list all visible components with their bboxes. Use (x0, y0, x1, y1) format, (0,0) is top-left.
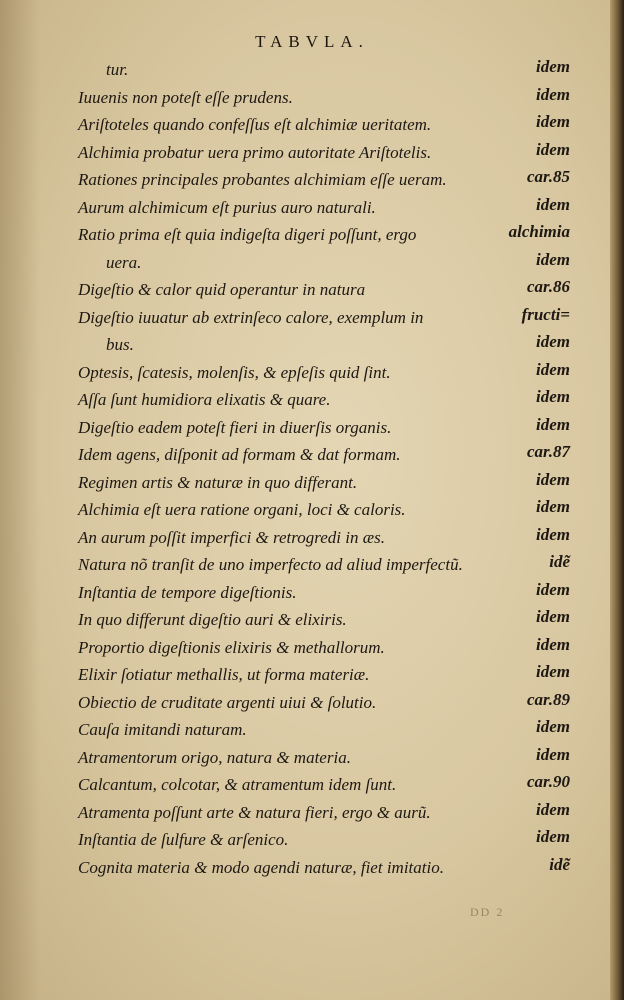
entry-text: Cognita materia & modo agendi naturæ, fiet imitatio. (78, 857, 444, 877)
entry-reference: idem (536, 359, 570, 379)
index-entry (78, 661, 570, 689)
entry-reference: idem (536, 744, 570, 764)
entry-reference: car.86 (527, 277, 570, 296)
entry-reference: idem (536, 799, 570, 819)
index-entry (78, 111, 570, 139)
entry-reference: idem (536, 139, 570, 159)
entry-reference: idẽ (549, 552, 570, 571)
index-entry (78, 496, 570, 524)
gutter-shadow (0, 0, 40, 1000)
entry-reference: car.87 (527, 442, 570, 461)
index-entry (78, 221, 570, 249)
index-entry (78, 826, 570, 854)
entry-text: Cauſa imitandi naturam. (78, 720, 247, 739)
index-entry (78, 634, 570, 662)
index-entry (78, 56, 570, 84)
index-entry (78, 276, 570, 304)
entry-text: Alchimia eſt uera ratione organi, loci & caloris. (78, 500, 406, 519)
entry-text: Iuuenis non poteſt eſſe prudens. (78, 87, 293, 107)
index-entry (78, 799, 570, 827)
index-entry (78, 359, 570, 387)
index-entry (78, 716, 570, 744)
entry-reference: car.90 (527, 772, 570, 791)
entry-reference: idem (536, 387, 570, 406)
entry-reference: alchimia (508, 222, 570, 241)
entry-reference: idem (536, 414, 570, 434)
index-entry (78, 689, 570, 717)
index-entry (78, 744, 570, 772)
entry-text: Aſſa ſunt humidiora elixatis & quare. (78, 390, 331, 409)
entry-reference: idem (536, 717, 570, 736)
entry-text: Elixir ſotiatur methallis, ut forma materiæ. (78, 665, 370, 684)
entry-reference: idem (536, 112, 570, 131)
index-entry (78, 194, 570, 222)
index-entry (78, 579, 570, 607)
index-entry (78, 304, 570, 332)
entry-reference: idem (536, 497, 570, 516)
entry-reference: idẽ (549, 854, 570, 874)
signature-mark: DD 2 (470, 905, 505, 919)
entry-reference: idem (536, 332, 570, 351)
index-list (78, 56, 570, 881)
page-edge (610, 0, 624, 1000)
entry-text: Digeſtio iuuatur ab extrinſeco calore, exemplum in (78, 307, 424, 327)
entry-text: Natura nõ tranſit de uno imperfecto ad aliud imperfectũ. (78, 555, 463, 574)
entry-reference: idem (536, 524, 570, 544)
entry-text: Digeſtio & calor quid operantur in natura (78, 280, 366, 299)
entry-reference: idem (536, 634, 570, 654)
index-entry (78, 331, 570, 359)
index-entry (78, 166, 570, 194)
index-entry (78, 414, 570, 442)
index-entry (78, 469, 570, 497)
entry-text: Regimen artis & naturæ in quo differant. (78, 472, 358, 492)
entry-reference: idem (536, 57, 570, 76)
entry-reference: idem (536, 607, 570, 626)
index-entry (78, 606, 570, 634)
entry-text: Ratio prima eſt quia indigeſta digeri poſſunt, ergo (78, 225, 417, 244)
entry-reference: fructi= (521, 304, 570, 324)
entry-reference: idem (536, 579, 570, 599)
entry-reference: idem (536, 662, 570, 681)
index-entry (78, 771, 570, 799)
entry-text: Alchimia probatur uera primo autoritate Ariſtotelis. (78, 142, 432, 162)
entry-text: An aurum poſſit imperfici & retrogredi in æs. (78, 527, 385, 547)
entry-text: Inſtantia de ſulfure & arſenico. (78, 830, 289, 849)
index-entry (78, 139, 570, 167)
running-head: TABVLA. (255, 32, 369, 51)
index-entry (78, 854, 570, 882)
entry-text: Proportio digeſtionis elixiris & methallorum. (78, 637, 385, 657)
index-entry (78, 386, 570, 414)
index-entry (78, 551, 570, 579)
entry-text: Atramentorum origo, natura & materia. (78, 747, 351, 767)
entry-text: Optesis, ſcatesis, molenſis, & epſeſis quid ſint. (78, 362, 391, 382)
entry-text: Inſtantia de tempore digeſtionis. (78, 582, 297, 602)
entry-text: bus. (106, 335, 134, 354)
entry-reference: car.89 (527, 689, 570, 709)
entry-text: Aurum alchimicum eſt purius auro naturali. (78, 197, 376, 217)
entry-text: tur. (106, 60, 129, 79)
entry-reference: car.85 (527, 167, 570, 186)
entry-reference: idem (536, 827, 570, 846)
entry-text: Digeſtio eadem poteſt fieri in diuerſis organis. (78, 417, 392, 437)
entry-reference: idem (536, 194, 570, 214)
entry-text: Obiectio de cruditate argenti uiui & ſolutio. (78, 692, 377, 712)
index-entry (78, 84, 570, 112)
entry-reference: idem (536, 84, 570, 104)
index-entry (78, 524, 570, 552)
entry-text: Rationes principales probantes alchimiam eſſe ueram. (78, 170, 447, 189)
entry-text: uera. (106, 252, 142, 272)
entry-text: Ariſtoteles quando confeſſus eſt alchimiæ ueritatem. (78, 115, 432, 134)
entry-reference: idem (536, 249, 570, 269)
entry-reference: idem (536, 469, 570, 489)
entry-text: Idem agens, diſponit ad formam & dat formam. (78, 445, 401, 464)
entry-text: Atramenta poſſunt arte & natura fieri, ergo & aurũ. (78, 802, 431, 822)
index-entry (78, 249, 570, 277)
entry-text: Calcantum, colcotar, & atramentum idem ſunt. (78, 775, 397, 794)
entry-text: In quo differunt digeſtio auri & elixiris. (78, 610, 347, 629)
index-entry (78, 441, 570, 469)
